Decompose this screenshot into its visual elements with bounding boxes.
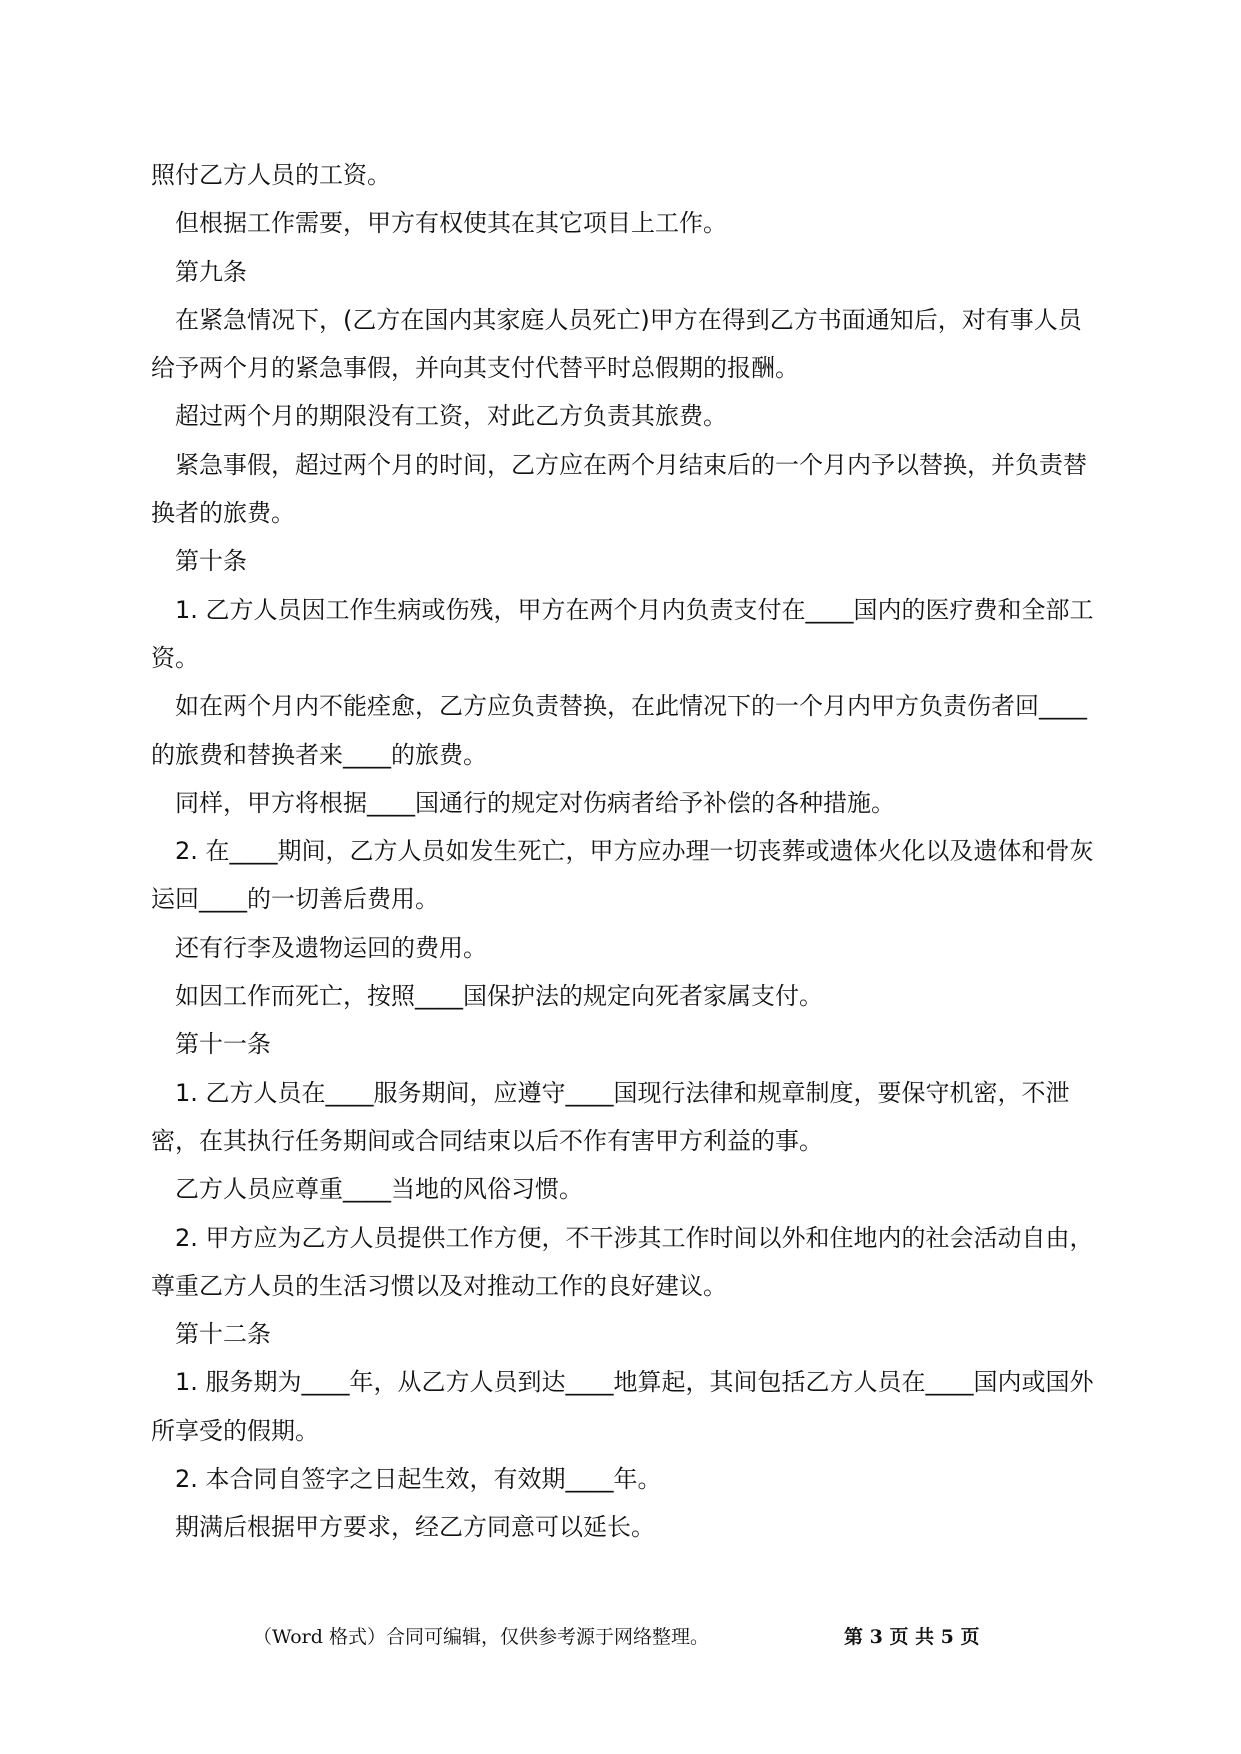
paragraph: 但根据工作需要，甲方有权使其在其它项目上工作。 <box>175 209 727 238</box>
paragraph: 同样，甲方将根据____国通行的规定对伤病者给予补偿的各种措施。 <box>175 788 895 817</box>
paragraph: 在紧急情况下，(乙方在国内其家庭人员死亡)甲方在得到乙方书面通知后，对有事人员给予两个月的紧急事假，并向其支付代替平时总假期的报酬。 <box>151 305 1082 383</box>
paragraph: 第十一条 <box>175 1030 271 1059</box>
paragraph: 照付乙方人员的工资。 <box>151 161 391 189</box>
paragraph: 第十条 <box>175 547 247 576</box>
document-body <box>151 151 1099 1552</box>
page-number: 第 3 页 共 5 页 <box>844 1626 980 1648</box>
paragraph: 第九条 <box>175 257 247 286</box>
paragraph: 如因工作而死亡，按照____国保护法的规定向死者家属支付。 <box>175 982 823 1011</box>
paragraph: 第十二条 <box>175 1320 271 1349</box>
paragraph: 如在两个月内不能痊愈，乙方应负责替换，在此情况下的一个月内甲方负责伤者回____的旅费和替换者来____的旅费。 <box>151 692 1087 769</box>
paragraph: 乙方人员应尊重____当地的风俗习惯。 <box>175 1175 583 1204</box>
paragraph: 还有行李及遗物运回的费用。 <box>175 933 487 962</box>
paragraph: 2. 在____期间，乙方人员如发生死亡，甲方应办理一切丧葬或遗体火化以及遗体和骨灰运回____的一切善后费用。 <box>151 837 1094 914</box>
paragraph: 2. 本合同自签字之日起生效，有效期____年。 <box>175 1465 662 1494</box>
paragraph: 2. 甲方应为乙方人员提供工作方便，不干涉其工作时间以外和住地内的社会活动自由，尊重乙方人员的生活习惯以及对推动工作的良好建议。 <box>151 1223 1094 1300</box>
paragraph: 超过两个月的期限没有工资，对此乙方负责其旅费。 <box>175 402 727 431</box>
paragraph: 1. 乙方人员因工作生病或伤残，甲方在两个月内负责支付在____国内的医疗费和全部工资。 <box>151 595 1094 672</box>
page-footer <box>0 1622 1241 1652</box>
paragraph: 1. 服务期为____年，从乙方人员到达____地算起，其间包括乙方人员在____国内或国外所享受的假期。 <box>151 1368 1094 1445</box>
paragraph: 1. 乙方人员在____服务期间，应遵守____国现行法律和规章制度，要保守机密，不泄密，在其执行任务期间或合同结束以后不作有害甲方利益的事。 <box>151 1078 1070 1155</box>
paragraph: 期满后根据甲方要求，经乙方同意可以延长。 <box>175 1513 655 1542</box>
footer-note: （Word 格式）合同可编辑，仅供参考源于网络整理。 <box>253 1626 709 1648</box>
paragraph: 紧急事假，超过两个月的时间，乙方应在两个月结束后的一个月内予以替换，并负责替换者的旅费。 <box>151 450 1087 528</box>
